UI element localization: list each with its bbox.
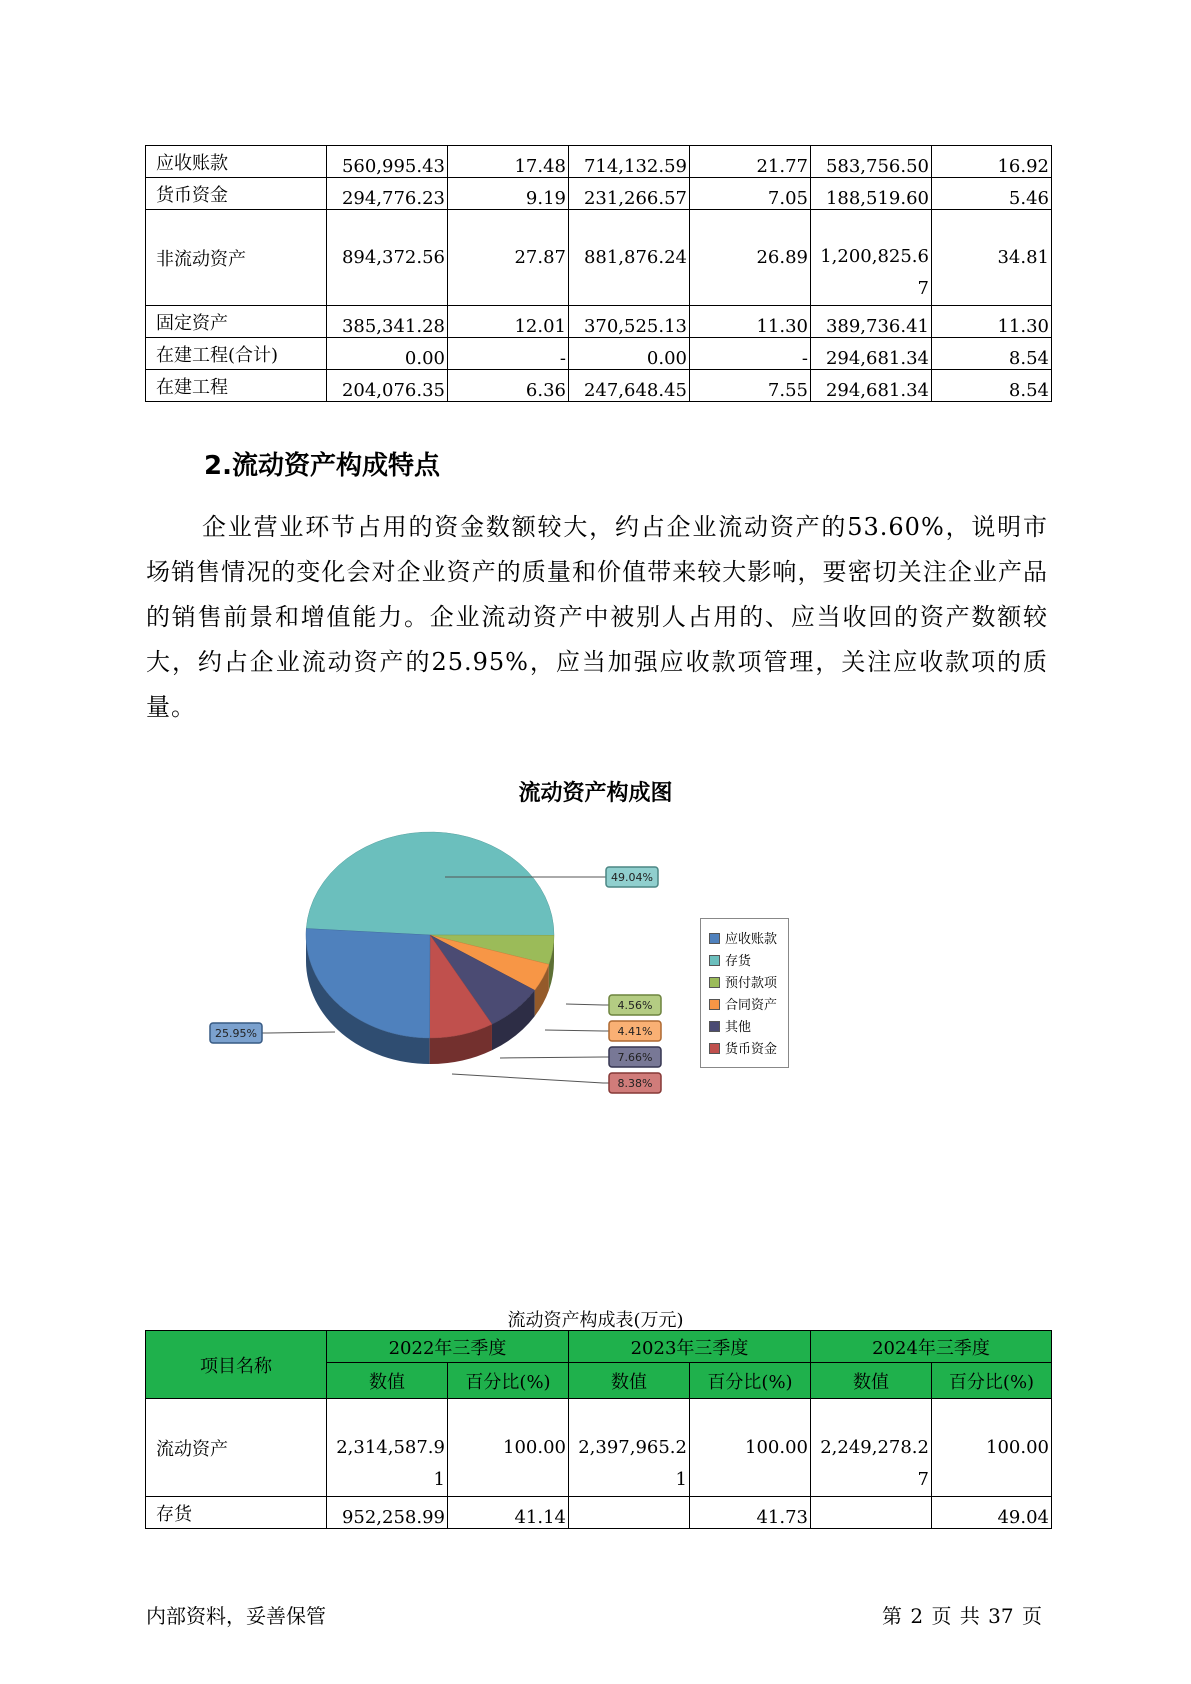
value-cell: 247,648.45 <box>569 370 690 402</box>
legend-label: 其他 <box>725 1020 752 1035</box>
section-heading: 2.流动资产构成特点 <box>204 451 440 481</box>
percent-cell: 34.81 <box>932 210 1052 306</box>
row-label: 应收账款 <box>146 146 327 178</box>
footer-confidential: 内部资料，妥善保管 <box>146 1604 326 1628</box>
value-cell: 294,776.23 <box>327 178 448 210</box>
row-label: 在建工程 <box>146 370 327 402</box>
percent-cell: 26.89 <box>690 210 811 306</box>
legend-label: 合同资产 <box>725 998 778 1013</box>
legend-swatch <box>709 999 720 1010</box>
legend-label: 应收账款 <box>725 932 778 947</box>
header-value: 数值 <box>569 1363 690 1399</box>
header-percent: 百分比(%) <box>690 1363 811 1399</box>
percent-cell: 27.87 <box>448 210 569 306</box>
data-label: 25.95% <box>215 1027 257 1040</box>
percent-cell: 21.77 <box>690 146 811 178</box>
row-label: 流动资产 <box>146 1399 327 1497</box>
legend-label: 货币资金 <box>725 1042 778 1057</box>
value-cell: 294,681.34 <box>811 370 932 402</box>
chart-title: 流动资产构成图 <box>518 781 673 806</box>
value-cell: 714,132.59 <box>569 146 690 178</box>
header-period: 2024年三季度 <box>811 1331 1052 1363</box>
value-cell <box>569 1497 690 1529</box>
table-row <box>146 1497 1052 1529</box>
value-cell: 0.00 <box>327 338 448 370</box>
percent-cell: 11.30 <box>932 306 1052 338</box>
percent-cell: 12.01 <box>448 306 569 338</box>
row-label: 货币资金 <box>146 178 327 210</box>
percent-cell: 8.54 <box>932 370 1052 402</box>
legend-item <box>709 997 777 1015</box>
percent-cell: 8.54 <box>932 338 1052 370</box>
legend-swatch <box>709 1021 720 1032</box>
percent-cell: 17.48 <box>448 146 569 178</box>
row-label: 非流动资产 <box>146 210 327 306</box>
label-leader-line <box>566 1004 609 1005</box>
value-cell: 385,341.28 <box>327 306 448 338</box>
percent-cell: 41.73 <box>690 1497 811 1529</box>
percent-cell: 100.00 <box>448 1399 569 1497</box>
value-cell: 389,736.41 <box>811 306 932 338</box>
legend-label: 预付款项 <box>725 976 778 991</box>
legend-swatch <box>709 1043 720 1054</box>
percent-cell: 49.04 <box>932 1497 1052 1529</box>
legend-swatch <box>709 933 720 944</box>
current-assets-table <box>145 1330 1052 1529</box>
header-value: 数值 <box>327 1363 448 1399</box>
row-label: 在建工程(合计) <box>146 338 327 370</box>
percent-cell: - <box>690 338 811 370</box>
value-cell: 188,519.60 <box>811 178 932 210</box>
value-cell: 2,314,587.91 <box>327 1399 448 1497</box>
percent-cell: 16.92 <box>932 146 1052 178</box>
value-cell: 370,525.13 <box>569 306 690 338</box>
data-label: 8.38% <box>617 1077 653 1090</box>
value-cell: 894,372.56 <box>327 210 448 306</box>
percent-cell: 41.14 <box>448 1497 569 1529</box>
value-cell: 560,995.43 <box>327 146 448 178</box>
percent-cell: 9.19 <box>448 178 569 210</box>
legend-item <box>709 1041 777 1059</box>
label-leader-line <box>545 1030 609 1031</box>
legend-item <box>709 953 751 971</box>
pie-slice <box>306 832 554 935</box>
percent-cell: 6.36 <box>448 370 569 402</box>
row-label: 固定资产 <box>146 306 327 338</box>
pie-slice <box>306 929 430 1038</box>
value-cell: 583,756.50 <box>811 146 932 178</box>
percent-cell: 11.30 <box>690 306 811 338</box>
chart-legend <box>700 918 789 1068</box>
header-percent: 百分比(%) <box>932 1363 1052 1399</box>
header-item-name: 项目名称 <box>146 1331 327 1399</box>
data-label: 7.66% <box>617 1051 653 1064</box>
header-percent: 百分比(%) <box>448 1363 569 1399</box>
percent-cell: 7.55 <box>690 370 811 402</box>
data-label: 4.41% <box>617 1025 653 1038</box>
table-row <box>146 1399 1052 1497</box>
table-header-row <box>146 1331 1052 1363</box>
percent-cell: 100.00 <box>690 1399 811 1497</box>
legend-swatch <box>709 977 720 988</box>
footer-page-number: 第 2 页 共 37 页 <box>882 1604 1042 1628</box>
value-cell: 204,076.35 <box>327 370 448 402</box>
value-cell: 881,876.24 <box>569 210 690 306</box>
label-leader-line <box>262 1032 335 1033</box>
percent-cell: 100.00 <box>932 1399 1052 1497</box>
value-cell: 294,681.34 <box>811 338 932 370</box>
header-value: 数值 <box>811 1363 932 1399</box>
label-leader-line <box>452 1074 609 1083</box>
label-leader-line <box>500 1057 609 1058</box>
header-period: 2023年三季度 <box>569 1331 811 1363</box>
row-label: 存货 <box>146 1497 327 1529</box>
legend-item <box>709 931 777 949</box>
header-period: 2022年三季度 <box>327 1331 569 1363</box>
value-cell: 231,266.57 <box>569 178 690 210</box>
value-cell: 952,258.99 <box>327 1497 448 1529</box>
value-cell: 0.00 <box>569 338 690 370</box>
table-caption: 流动资产构成表(万元) <box>507 1310 684 1331</box>
percent-cell: - <box>448 338 569 370</box>
value-cell <box>811 1497 932 1529</box>
percent-cell: 5.46 <box>932 178 1052 210</box>
data-label: 49.04% <box>611 871 653 884</box>
body-paragraph: 企业营业环节占用的资金数额较大，约占企业流动资产的53.60%，说明市场销售情况的变化会对企业资产的质量和价值带来较大影响，要密切关注企业产品的销售前景和增值能力。企业流动资产中被别人占用的、应当收回的资产数额较大，约占企业流动资产的25.95%，应当加强应收款项管理，关注应收款项的质量。 <box>146 513 1048 721</box>
legend-label: 存货 <box>725 954 752 969</box>
value-cell: 2,397,965.21 <box>569 1399 690 1497</box>
data-label: 4.56% <box>617 999 653 1012</box>
value-cell: 1,200,825.67 <box>811 210 932 306</box>
value-cell: 2,249,278.27 <box>811 1399 932 1497</box>
legend-swatch <box>709 955 720 966</box>
legend-item <box>709 1019 751 1037</box>
percent-cell: 7.05 <box>690 178 811 210</box>
legend-item <box>709 975 777 993</box>
